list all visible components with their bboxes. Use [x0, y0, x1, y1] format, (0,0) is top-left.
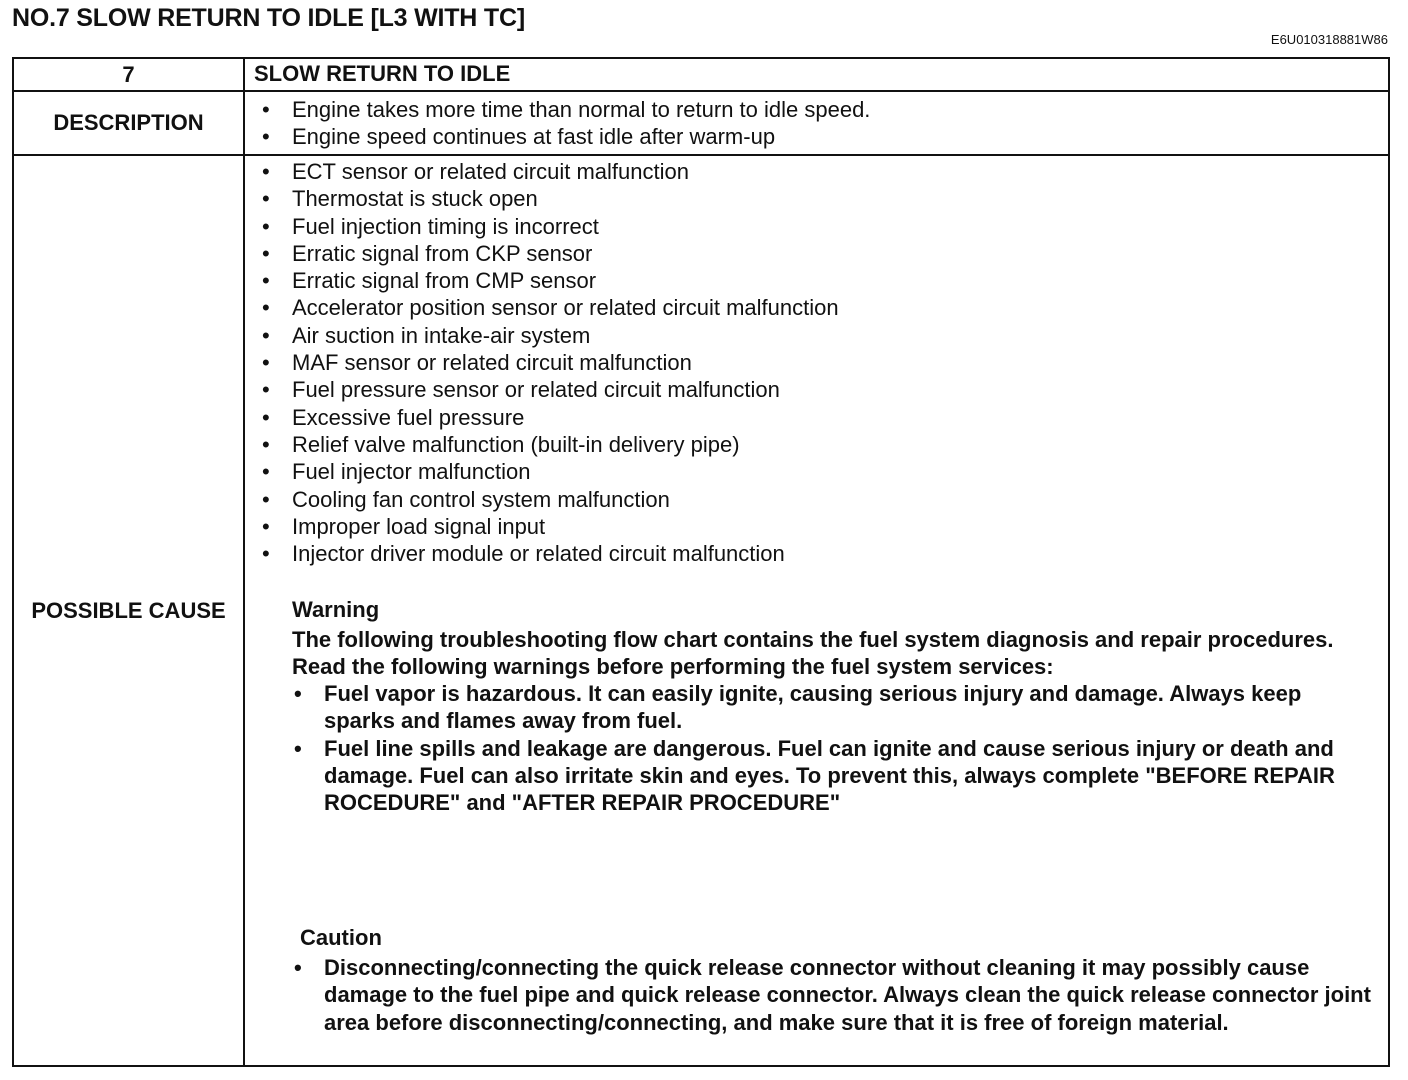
caution-list	[292, 954, 1378, 1036]
possible-cause-label: POSSIBLE CAUSE	[14, 156, 245, 1065]
possible-cause-cell	[245, 156, 1388, 1065]
description-cell	[245, 92, 1388, 154]
description-item: • Engine takes more time than normal to return to idle speed.	[260, 96, 1378, 123]
possible-cause-list	[260, 158, 1378, 567]
cause-item: • Erratic signal from CKP sensor	[260, 240, 1378, 267]
cause-item: • Thermostat is stuck open	[260, 185, 1378, 212]
cause-item: • Injector driver module or related circuit malfunction	[260, 540, 1378, 567]
cause-item: • Relief valve malfunction (built-in delivery pipe)	[260, 431, 1378, 458]
cause-item: • MAF sensor or related circuit malfunction	[260, 349, 1378, 376]
cause-item: • Erratic signal from CMP sensor	[260, 267, 1378, 294]
warning-list	[292, 680, 1378, 816]
document-code: E6U010318881W86	[1270, 32, 1388, 47]
description-item: • Engine speed continues at fast idle after warm-up	[260, 123, 1378, 150]
symptom-title: SLOW RETURN TO IDLE	[254, 61, 511, 86]
cause-item: • Improper load signal input	[260, 513, 1378, 540]
header-number-cell	[14, 59, 245, 90]
page-title: NO.7 SLOW RETURN TO IDLE [L3 WITH TC]	[12, 4, 525, 32]
description-label: DESCRIPTION	[14, 92, 245, 154]
description-list	[260, 96, 1378, 151]
cause-item: • Fuel injector malfunction	[260, 458, 1378, 485]
warning-heading: Warning	[292, 597, 380, 622]
header-title-cell	[245, 59, 1388, 90]
cause-item: • Cooling fan control system malfunction	[260, 486, 1378, 513]
description-row	[14, 92, 1388, 156]
cause-item: • ECT sensor or related circuit malfunction	[260, 158, 1378, 185]
cause-item: • Accelerator position sensor or related circuit malfunction	[260, 294, 1378, 321]
warning-item: • Fuel vapor is hazardous. It can easily ignite, causing serious injury and damage. Always keep sparks and flames away from fuel.	[292, 680, 1378, 735]
cause-item: • Excessive fuel pressure	[260, 404, 1378, 431]
warning-item: • Fuel line spills and leakage are dangerous. Fuel can ignite and cause serious injury or death and damage. Fuel can also irritate skin and eyes. To prevent this, always complete "BEFORE REPAIR ROCEDURE" and "AFTER REPAIR PROCEDURE"	[292, 735, 1378, 817]
caution-item: • Disconnecting/connecting the quick release connector without cleaning it may possibly cause damage to the fuel pipe and quick release connector. Always clean the quick release connector joint area before disconnecting/connecting, and make sure that it is free of foreign material.	[292, 954, 1378, 1036]
table-header-row	[14, 59, 1388, 92]
possible-cause-row	[14, 156, 1388, 1065]
diagnostic-table	[12, 57, 1390, 1067]
caution-heading: Caution	[300, 925, 382, 950]
cause-item: • Fuel injection timing is incorrect	[260, 213, 1378, 240]
cause-item: • Fuel pressure sensor or related circuit malfunction	[260, 376, 1378, 403]
symptom-number: 7	[122, 61, 135, 87]
cause-item: • Air suction in intake-air system	[260, 322, 1378, 349]
warning-intro: The following troubleshooting flow chart contains the fuel system diagnosis and repair procedures. Read the following warnings before performing the fuel system services:	[292, 627, 1334, 680]
